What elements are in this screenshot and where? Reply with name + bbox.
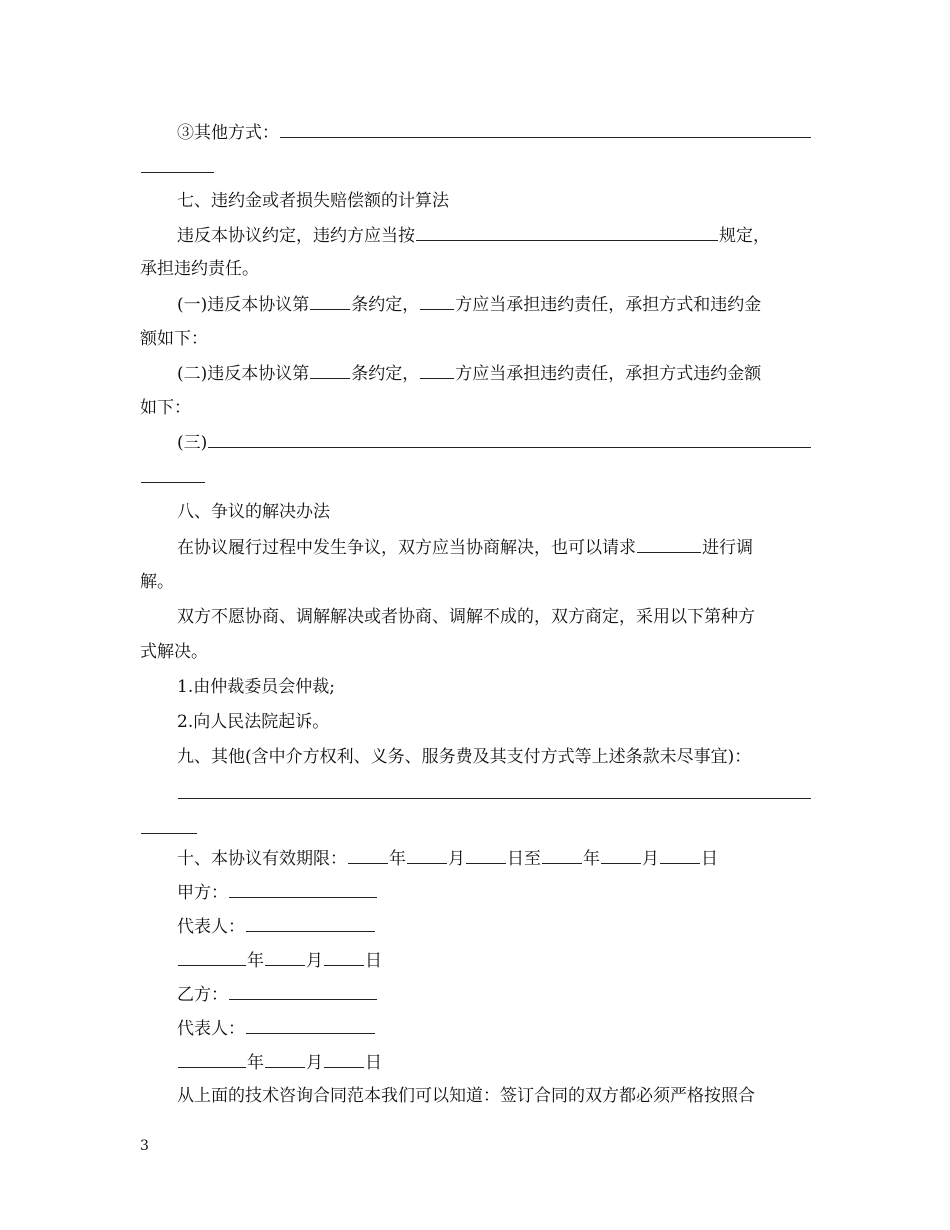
text-segment: 年 bbox=[247, 951, 264, 971]
text-segment: (二)违反本协议第 bbox=[177, 364, 310, 384]
page-number: 3 bbox=[140, 1138, 149, 1154]
blank-field bbox=[229, 977, 377, 1000]
text-segment: 月 bbox=[642, 849, 659, 869]
blank-field bbox=[229, 875, 377, 898]
blank-field bbox=[542, 841, 582, 864]
section-8-para-1 bbox=[177, 530, 812, 564]
blank-field bbox=[246, 909, 375, 932]
section-8-para-2-cont: 式解决。 bbox=[140, 642, 208, 662]
section-8-option-2: 2.向人民法院起诉。 bbox=[177, 712, 330, 732]
section-7-item-2 bbox=[177, 356, 812, 390]
section-7-title: 七、违约金或者损失赔偿额的计算法 bbox=[177, 191, 449, 211]
text-segment: 月 bbox=[306, 1053, 323, 1073]
blank-field bbox=[420, 356, 454, 379]
section-7-para-1-cont: 承担违约责任。 bbox=[140, 259, 259, 279]
text-segment: 条约定， bbox=[351, 295, 420, 315]
text-segment: 甲方： bbox=[177, 883, 228, 903]
blank-field bbox=[416, 218, 718, 241]
section-7-item-1-cont: 额如下： bbox=[140, 329, 208, 349]
blank-field bbox=[178, 776, 811, 799]
party-b-date-line bbox=[177, 1045, 812, 1079]
closing-paragraph: 从上面的技术咨询合同范本我们可以知道：签订合同的双方都必须严格按照合 bbox=[177, 1086, 755, 1106]
text-segment: 日 bbox=[365, 1053, 382, 1073]
blank-field bbox=[280, 115, 811, 138]
text-segment: 日至 bbox=[507, 849, 541, 869]
section-7-item-1 bbox=[177, 287, 812, 321]
section-8-title: 八、争议的解决办法 bbox=[177, 502, 330, 522]
section-8-para-2: 双方不愿协商、调解解决或者协商、调解不成的，双方商定，采用以下第种方 bbox=[177, 607, 755, 627]
blank-continuation bbox=[140, 150, 812, 184]
blank-field bbox=[246, 1011, 375, 1034]
text-segment: (三) bbox=[177, 433, 208, 453]
blank-field bbox=[178, 943, 246, 966]
text-segment: 乙方： bbox=[177, 985, 228, 1005]
blank-field bbox=[310, 356, 350, 379]
text-segment: 日 bbox=[701, 849, 718, 869]
text-segment: 进行调 bbox=[702, 538, 753, 558]
section-9-blank bbox=[177, 776, 812, 810]
text-segment: 条约定， bbox=[351, 364, 420, 384]
party-a-rep-line bbox=[177, 909, 812, 943]
section-8-option-1: 1.由仲裁委员会仲裁; bbox=[177, 677, 335, 697]
blank-continuation bbox=[140, 811, 812, 845]
party-a-line bbox=[177, 875, 812, 909]
other-method-line bbox=[177, 115, 812, 149]
blank-field bbox=[208, 425, 811, 448]
section-7-item-2-cont: 如下： bbox=[140, 398, 191, 418]
blank-field bbox=[141, 460, 205, 483]
text-segment: 代表人： bbox=[177, 917, 245, 937]
blank-field bbox=[265, 943, 305, 966]
text-segment: (一)违反本协议第 bbox=[177, 295, 310, 315]
party-a-date-line bbox=[177, 943, 812, 977]
blank-field bbox=[660, 841, 700, 864]
text-segment: 十、本协议有效期限： bbox=[177, 849, 347, 869]
blank-field bbox=[348, 841, 388, 864]
blank-field bbox=[141, 150, 214, 173]
text-segment: 违反本协议约定，违约方应当按 bbox=[177, 226, 415, 246]
blank-field bbox=[324, 943, 364, 966]
text-segment: 年 bbox=[389, 849, 406, 869]
blank-field bbox=[601, 841, 641, 864]
blank-field bbox=[141, 811, 197, 834]
text-segment: 月 bbox=[306, 951, 323, 971]
blank-field bbox=[407, 841, 447, 864]
text-segment: 在协议履行过程中发生争议，双方应当协商解决，也可以请求 bbox=[177, 538, 636, 558]
text-segment: 方应当承担违约责任，承担方式和违约金 bbox=[455, 295, 762, 315]
section-8-para-1-cont: 解。 bbox=[140, 572, 174, 592]
section-7-para-1 bbox=[177, 218, 812, 252]
text-segment: 月 bbox=[448, 849, 465, 869]
blank-field bbox=[178, 1045, 246, 1068]
text-segment: 代表人： bbox=[177, 1019, 245, 1039]
blank-field bbox=[310, 287, 350, 310]
blank-field bbox=[420, 287, 454, 310]
other-method-label: ③其他方式： bbox=[177, 123, 279, 143]
text-segment: 年 bbox=[247, 1053, 264, 1073]
blank-field bbox=[265, 1045, 305, 1068]
blank-field bbox=[466, 841, 506, 864]
text-segment: 方应当承担违约责任，承担方式违约金额 bbox=[455, 364, 762, 384]
party-b-rep-line bbox=[177, 1011, 812, 1045]
blank-field bbox=[637, 530, 701, 553]
blank-field bbox=[324, 1045, 364, 1068]
blank-continuation bbox=[140, 460, 812, 494]
text-segment: 年 bbox=[583, 849, 600, 869]
text-segment: 日 bbox=[365, 951, 382, 971]
party-b-line bbox=[177, 977, 812, 1011]
text-segment: 规定， bbox=[719, 226, 770, 246]
section-9-title: 九、其他(含中介方权利、义务、服务费及其支付方式等上述条款未尽事宜)： bbox=[177, 747, 752, 767]
section-7-item-3 bbox=[177, 425, 812, 459]
section-10-term bbox=[177, 841, 812, 875]
